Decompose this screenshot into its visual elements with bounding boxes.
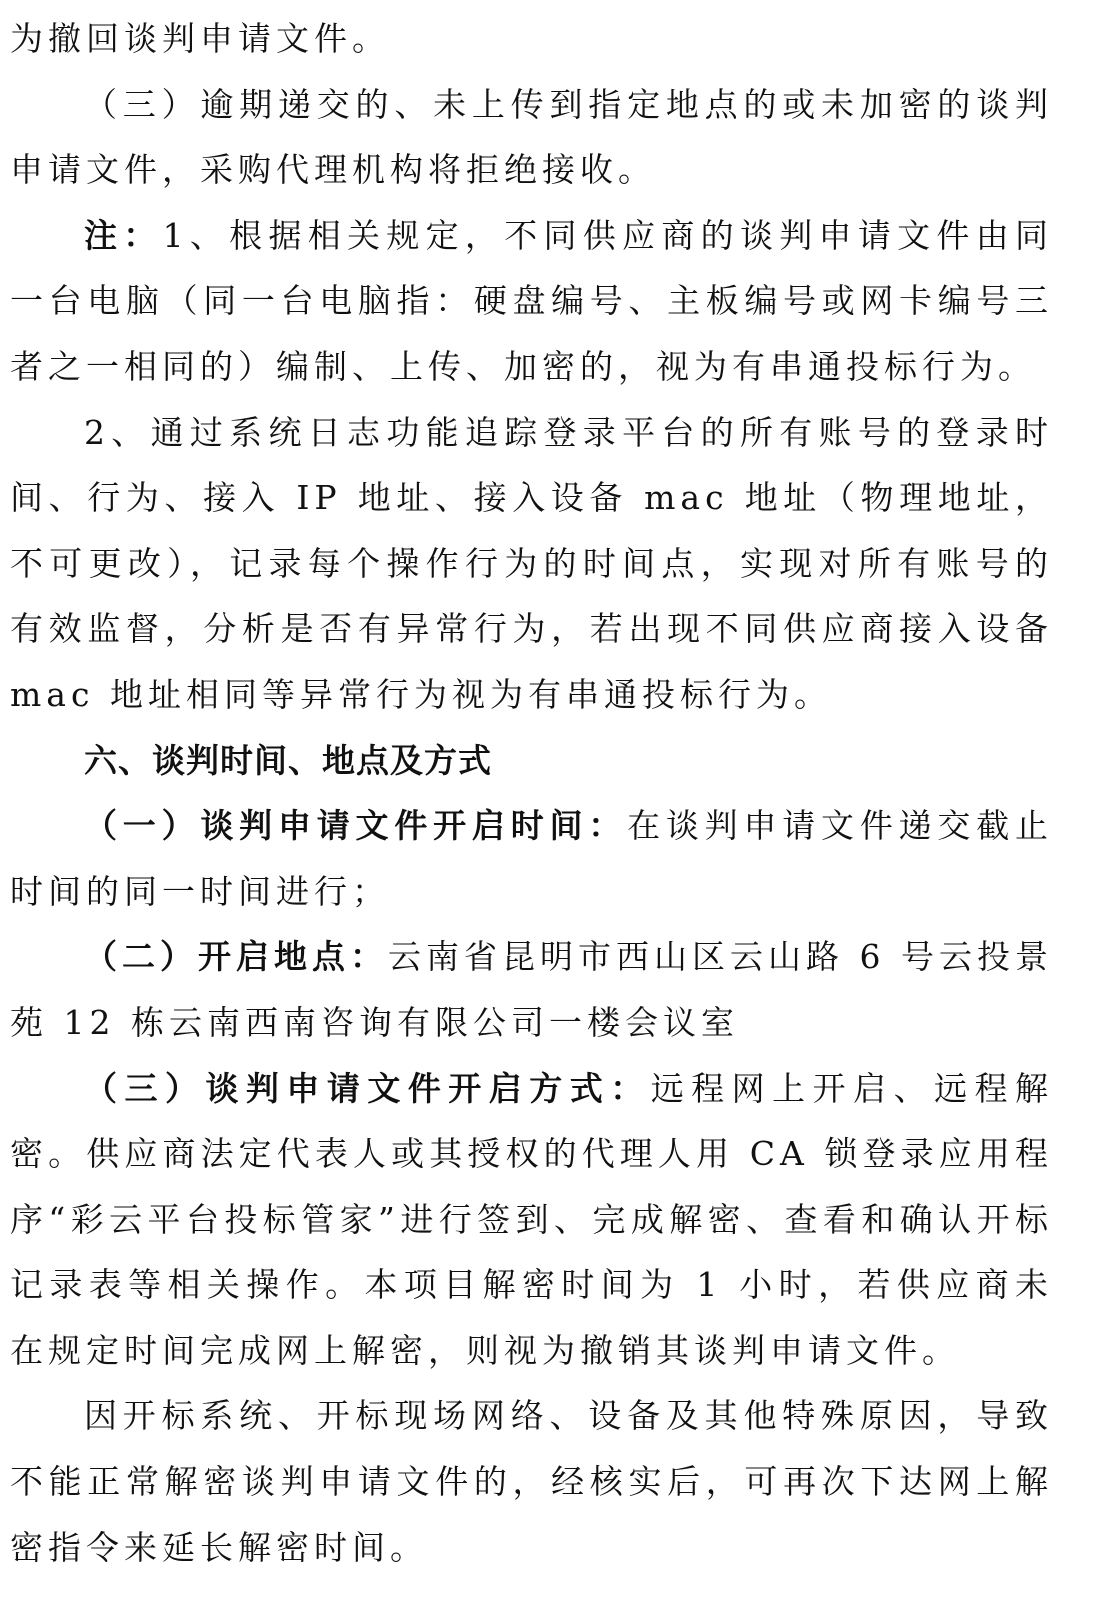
- paragraph-special-circumstances: 因开标系统、开标现场网络、设备及其他特殊原因，导致不能正常解密谈判申请文件的，经核实后，可再次下达网上解密指令来延长解密时间。: [10, 1396, 1053, 1567]
- paragraph-opening-time: [10, 793, 1053, 924]
- section-heading: 六、谈判时间、地点及方式: [84, 740, 492, 780]
- paragraph-note-1: [10, 203, 1053, 400]
- paragraph-late-submission: （三）逾期递交的、未上传到指定地点的或未加密的谈判申请文件，采购代理机构将拒绝接收。: [10, 84, 1053, 190]
- paragraph-opening-method: [10, 1056, 1053, 1384]
- paragraph-note-2: 2、通过系统日志功能追踪登录平台的所有账号的登录时间、行为、接入 IP 地址、接入设备 mac 地址（物理地址，不可更改），记录每个操作行为的时间点，实现对所有账号的有效监督，分析是否有异常行为，若出现不同供应商接入设备 mac 地址相同等异常行为视为有串通投标行为。: [10, 412, 1053, 714]
- note-1-text: 1、根据相关规定，不同供应商的谈判申请文件由同一台电脑（同一台电脑指：硬盘编号、主板编号或网卡编号三者之一相同的）编制、上传、加密的，视为有串通投标行为。: [10, 215, 1054, 386]
- note-label: 注：: [84, 215, 163, 255]
- opening-location-label: （二）开启地点：: [84, 937, 389, 977]
- opening-time-text: 在谈判申请文件递交截止时间的同一时间进行；: [10, 806, 1054, 911]
- opening-method-label: （三）谈判申请文件开启方式：: [84, 1068, 651, 1108]
- paragraph-withdraw-end: 为撤回谈判申请文件。: [10, 19, 390, 58]
- paragraph-opening-location: [10, 924, 1053, 1055]
- opening-location-text: 云南省昆明市西山区云山路 6 号云投景苑 12 栋云南西南咨询有限公司一楼会议室: [10, 937, 1054, 1042]
- opening-time-label: （一）谈判申请文件开启时间：: [84, 806, 628, 846]
- opening-method-text: 远程网上开启、远程解密。供应商法定代表人或其授权的代理人用 CA 锁登录应用程序“彩云平台投标管家”进行签到、完成解密、查看和确认开标记录表等相关操作。本项目解密时间为 1 小时，若供应商未在规定时间完成网上解密，则视为撤销其谈判申请文件。: [10, 1068, 1054, 1370]
